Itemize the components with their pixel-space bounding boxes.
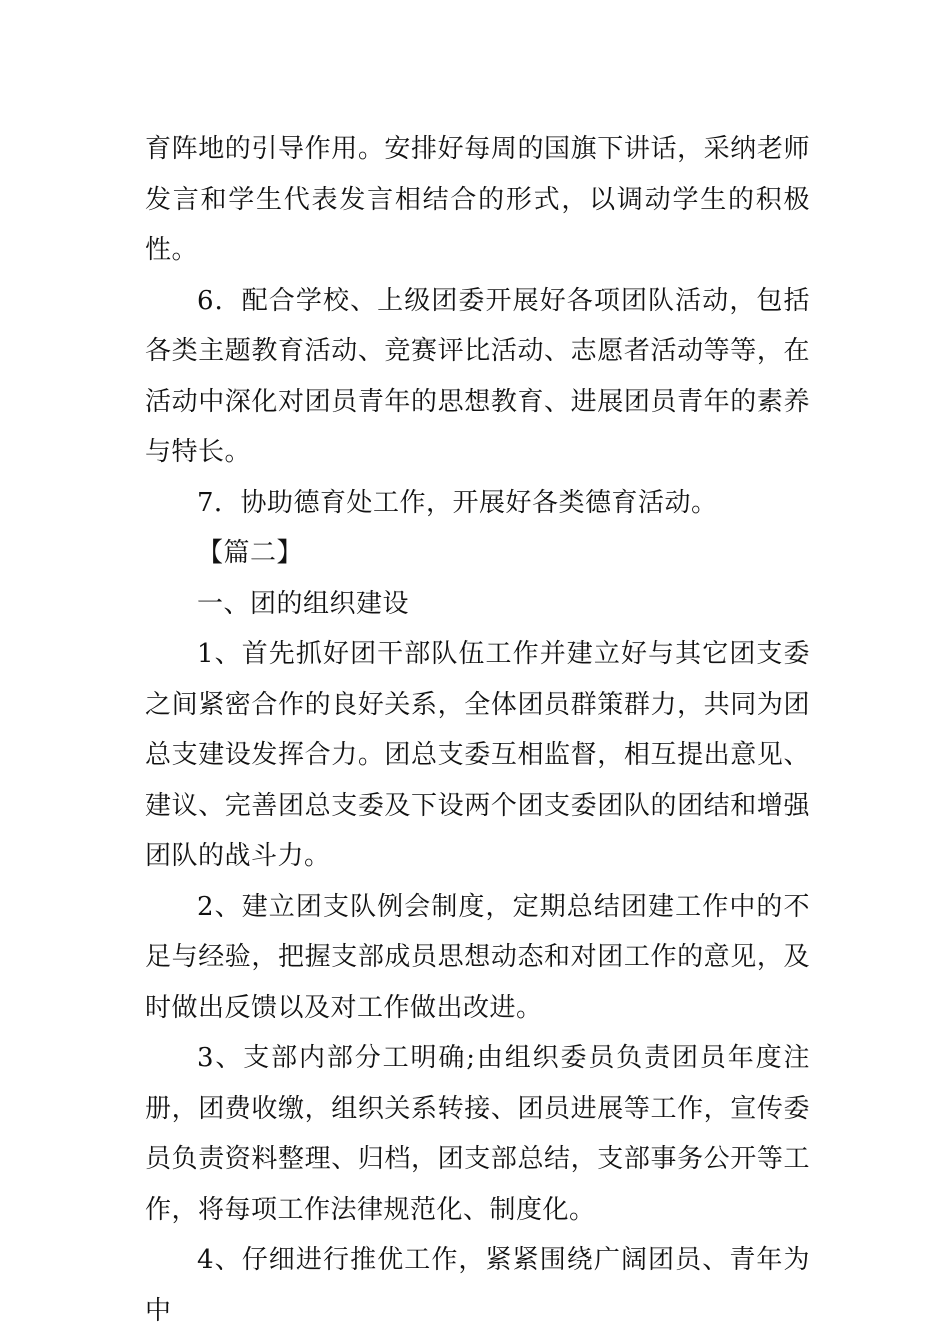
paragraph-item-2: 2、建立团支队例会制度，定期总结团建工作中的不足与经验，把握支部成员思想动态和对团工作的意见，及时做出反馈以及对工作做出改进。	[145, 891, 810, 1023]
document-body	[145, 124, 810, 1336]
paragraph-item-6: 6．配合学校、上级团委开展好各项团队活动，包括各类主题教育活动、竞赛评比活动、志愿者活动等等，在活动中深化对团员青年的思想教育、进展团员青年的素养与特长。	[145, 285, 810, 467]
paragraph-item-7: 7．协助德育处工作，开展好各类德育活动。	[197, 487, 718, 518]
section-heading-part-two: 【篇二】	[197, 538, 304, 568]
paragraph-continued: 育阵地的引导作用。安排好每周的国旗下讲话，采纳老师发言和学生代表发言相结合的形式，以调动学生的积极性。	[145, 134, 810, 265]
paragraph-item-1: 1、首先抓好团干部队伍工作并建立好与其它团支委之间紧密合作的良好关系，全体团员群策群力，共同为团总支建设发挥合力。团总支委互相监督，相互提出意见、建议、完善团总支委及下设两个团支委团队的团结和增强团队的战斗力。	[145, 639, 810, 871]
paragraph-item-4: 4、仔细进行推优工作，紧紧围绕广阔团员、青年为中	[145, 1245, 810, 1326]
paragraph-item-3: 3、支部内部分工明确;由组织委员负责团员年度注册，团费收缴，组织关系转接、团员进展等工作，宣传委员负责资料整理、归档，团支部总结，支部事务公开等工作，将每项工作法律规范化、制度化。	[145, 1043, 810, 1225]
section-subheading-organization: 一、团的组织建设	[197, 588, 410, 619]
